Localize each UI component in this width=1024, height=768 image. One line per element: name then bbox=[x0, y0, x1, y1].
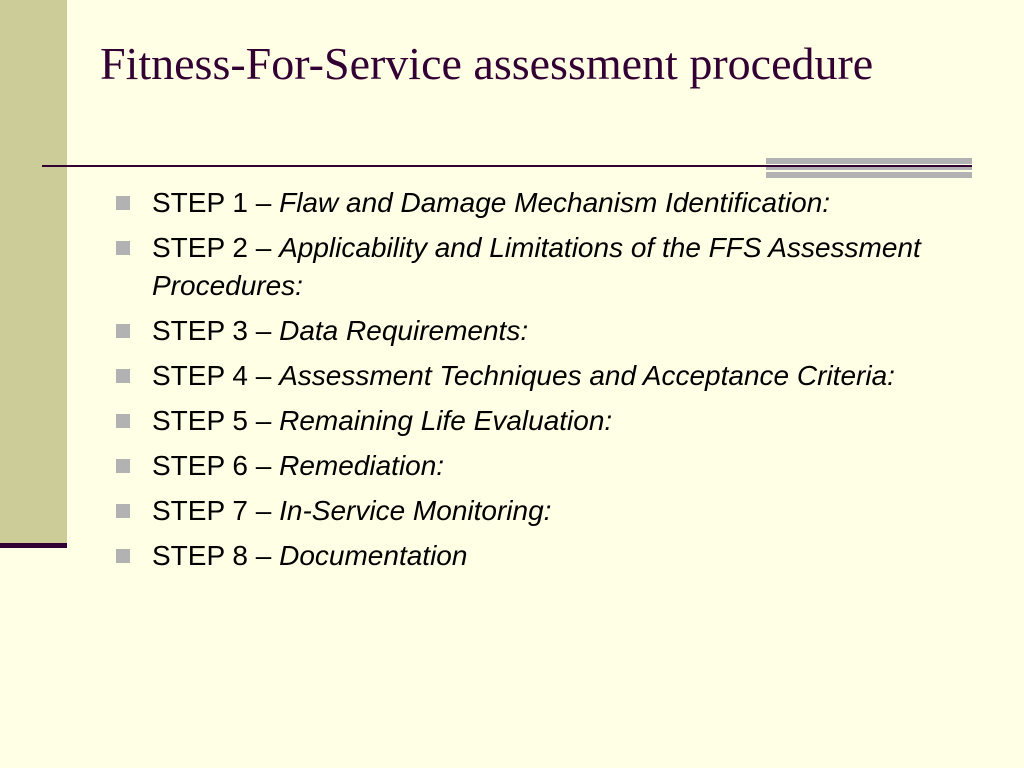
step-label: STEP 5 – bbox=[152, 405, 280, 436]
list-item bbox=[114, 357, 944, 395]
list-item bbox=[114, 447, 944, 485]
list-item bbox=[114, 184, 944, 222]
square-bullet-icon bbox=[116, 459, 130, 473]
square-bullet-icon bbox=[116, 324, 130, 338]
square-bullet-icon bbox=[116, 414, 130, 428]
list-item bbox=[114, 229, 944, 305]
sidebar-band bbox=[0, 0, 67, 547]
step-description: Flaw and Damage Mechanism Identification: bbox=[279, 187, 831, 218]
step-label: STEP 1 – bbox=[152, 187, 280, 218]
square-bullet-icon bbox=[116, 369, 130, 383]
step-label: STEP 4 – bbox=[152, 360, 280, 391]
step-label: STEP 2 – bbox=[152, 232, 280, 263]
slide-title: Fitness-For-Service assessment procedure bbox=[100, 38, 874, 89]
step-label: STEP 6 – bbox=[152, 450, 280, 481]
step-description: Applicability and Limitations of the FFS Assessment Procedures: bbox=[152, 232, 921, 301]
square-bullet-icon bbox=[116, 196, 130, 210]
step-label: STEP 7 – bbox=[152, 495, 280, 526]
step-description: Assessment Techniques and Acceptance Criteria: bbox=[279, 360, 895, 391]
step-description: Documentation bbox=[279, 540, 468, 571]
accent-bars bbox=[766, 158, 972, 179]
square-bullet-icon bbox=[116, 504, 130, 518]
step-description: In-Service Monitoring: bbox=[279, 495, 552, 526]
accent-bar-middle bbox=[766, 167, 972, 170]
list-item bbox=[114, 312, 944, 350]
sidebar-underline bbox=[0, 543, 67, 548]
step-description: Data Requirements: bbox=[279, 315, 529, 346]
accent-bar-top bbox=[766, 158, 972, 164]
step-description: Remediation: bbox=[279, 450, 445, 481]
step-label: STEP 8 – bbox=[152, 540, 280, 571]
step-label: STEP 3 – bbox=[152, 315, 280, 346]
list-item bbox=[114, 537, 944, 575]
square-bullet-icon bbox=[116, 549, 130, 563]
square-bullet-icon bbox=[116, 241, 130, 255]
step-list bbox=[114, 184, 944, 582]
list-item bbox=[114, 492, 944, 530]
list-item bbox=[114, 402, 944, 440]
step-description: Remaining Life Evaluation: bbox=[279, 405, 613, 436]
accent-bar-bottom bbox=[766, 172, 972, 178]
